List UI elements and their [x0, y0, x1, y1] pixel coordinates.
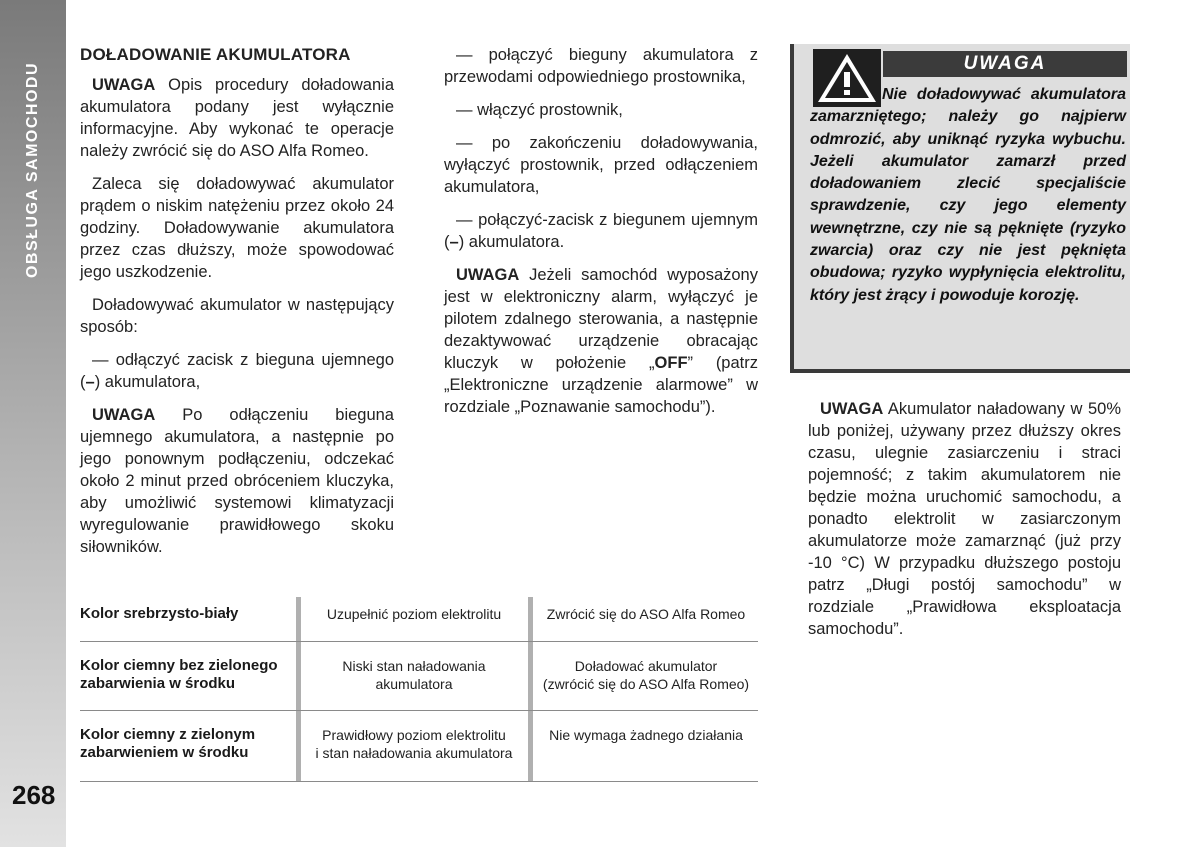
- step-item: — po zakończeniu doładowywania, wyłączyć prostownik, przed odłączeniem akumulatora,: [444, 134, 758, 196]
- note-keyword: UWAGA: [92, 76, 156, 94]
- table-row: [80, 597, 758, 641]
- row-label: Kolor ciemny z zielonym zabarwieniem w środku: [80, 726, 256, 761]
- note-keyword: UWAGA: [456, 266, 520, 284]
- column-2: [444, 44, 758, 429]
- step-item: — odłączyć zacisk z bieguna ujemnego (–) akumulatora,: [80, 351, 394, 391]
- status-cell: Prawidłowy poziom elektrolitu i stan naładowania akumulatora: [315, 727, 513, 761]
- section-heading: DOŁADOWANIE AKUMULATORA: [80, 45, 351, 64]
- table-row: [80, 711, 758, 781]
- battery-indicator-table: [80, 597, 758, 782]
- row-label: Kolor srebrzysto-biały: [80, 605, 239, 622]
- step-item: — połączyć-zacisk z biegunem ujemnym (–) akumulatora.: [444, 211, 758, 251]
- row-divider: [80, 781, 758, 782]
- note-keyword: UWAGA: [820, 400, 884, 418]
- action-cell: Nie wymaga żadnego działania: [549, 727, 743, 743]
- action-cell: Zwrócić się do ASO Alfa Romeo: [546, 606, 746, 622]
- note-keyword: UWAGA: [92, 406, 156, 424]
- note-paragraph: UWAGA Po odłączeniu bieguna ujemnego akumulatora, a następnie po jego ponownym podłączeniu, odczekać około 2 minut przed obróceniem kluczyka, aby umożliwić systemowi klimatyzacji wyregulowanie prawidłowego skoku siłowników.: [80, 406, 394, 556]
- column-3: [808, 398, 1121, 651]
- page-number: 268: [12, 780, 56, 810]
- row-label: Kolor ciemny bez zielonego zabarwienia w środku: [80, 657, 278, 692]
- table-row: [80, 642, 758, 710]
- status-cell: Uzupełnić poziom elektrolitu: [326, 606, 502, 622]
- note-paragraph: UWAGA Jeżeli samochód wyposażony jest w elektroniczny alarm, wyłączyć je pilotem zdalnego sterowania, a następnie dezaktywować urządzenie obracając kluczyk w położenie „OFF” (patrz „Elektroniczne urządzenie alarmowe” w rozdziale „Poznawanie samochodu”).: [444, 266, 758, 416]
- side-section-label: OBSŁUGA SAMOCHODU: [24, 61, 41, 279]
- side-section-tab: [0, 0, 66, 847]
- step-item: — połączyć bieguny akumulatora z przewodami odpowiedniego prostownika,: [444, 46, 758, 86]
- note-paragraph: UWAGA Akumulator naładowany w 50% lub poniżej, używany przez dłuższy okres czasu, ulegnie zasiarczeniu i straci pojemność; z takim akumulatorem nie będzie można uruchomić samochodu, a ponadto elektrolit w zasiarczonym akumulatorze może zamarznąć (już przy -10 °C) W przypadku dłuższego postoju patrz „Długi postój samochodu” w rozdziale „Prawidłowa eksploatacja samochodu”.: [808, 400, 1121, 638]
- paragraph: Zaleca się doładowywać akumulator prądem o niskim natężeniu przez około 24 godziny. Doładowywanie akumulatora przez czas dłuższy, może spowodować jego uszkodzenie.: [80, 175, 394, 281]
- step-item: — włączyć prostownik,: [456, 101, 623, 119]
- paragraph: Doładowywać akumulator w następujący sposób:: [80, 296, 394, 336]
- warning-box: [790, 44, 1130, 373]
- status-cell: Niski stan naładowania akumulatora: [342, 658, 486, 692]
- action-cell: Doładować akumulator (zwrócić się do ASO Alfa Romeo): [542, 658, 750, 692]
- warning-title: UWAGA: [883, 51, 1127, 77]
- warning-text: Nie doładowywać akumulatora zamarzniętego; należy go najpierw odmrozić, aby uniknąć ryzyka wybuchu. Jeżeli akumulator zamarzł przed doładowaniem zlecić specjaliście sprawdzenie, czy jego elementy wewnętrzne, czy nie są pęknięte (ryzyko zwarcia) oraz czy nie jest pęknięta obudowa; ryzyko wypłynięcia elektrolitu, który jest żrący i powoduje korozję.: [810, 86, 1126, 304]
- off-position-label: OFF: [654, 354, 688, 372]
- note-paragraph: UWAGA Opis procedury doładowania akumulatora podany jest wyłącznie informacyjne. Aby wykonać te operacje należy zwrócić się do ASO Alfa Romeo.: [80, 76, 394, 160]
- column-1: [80, 44, 394, 569]
